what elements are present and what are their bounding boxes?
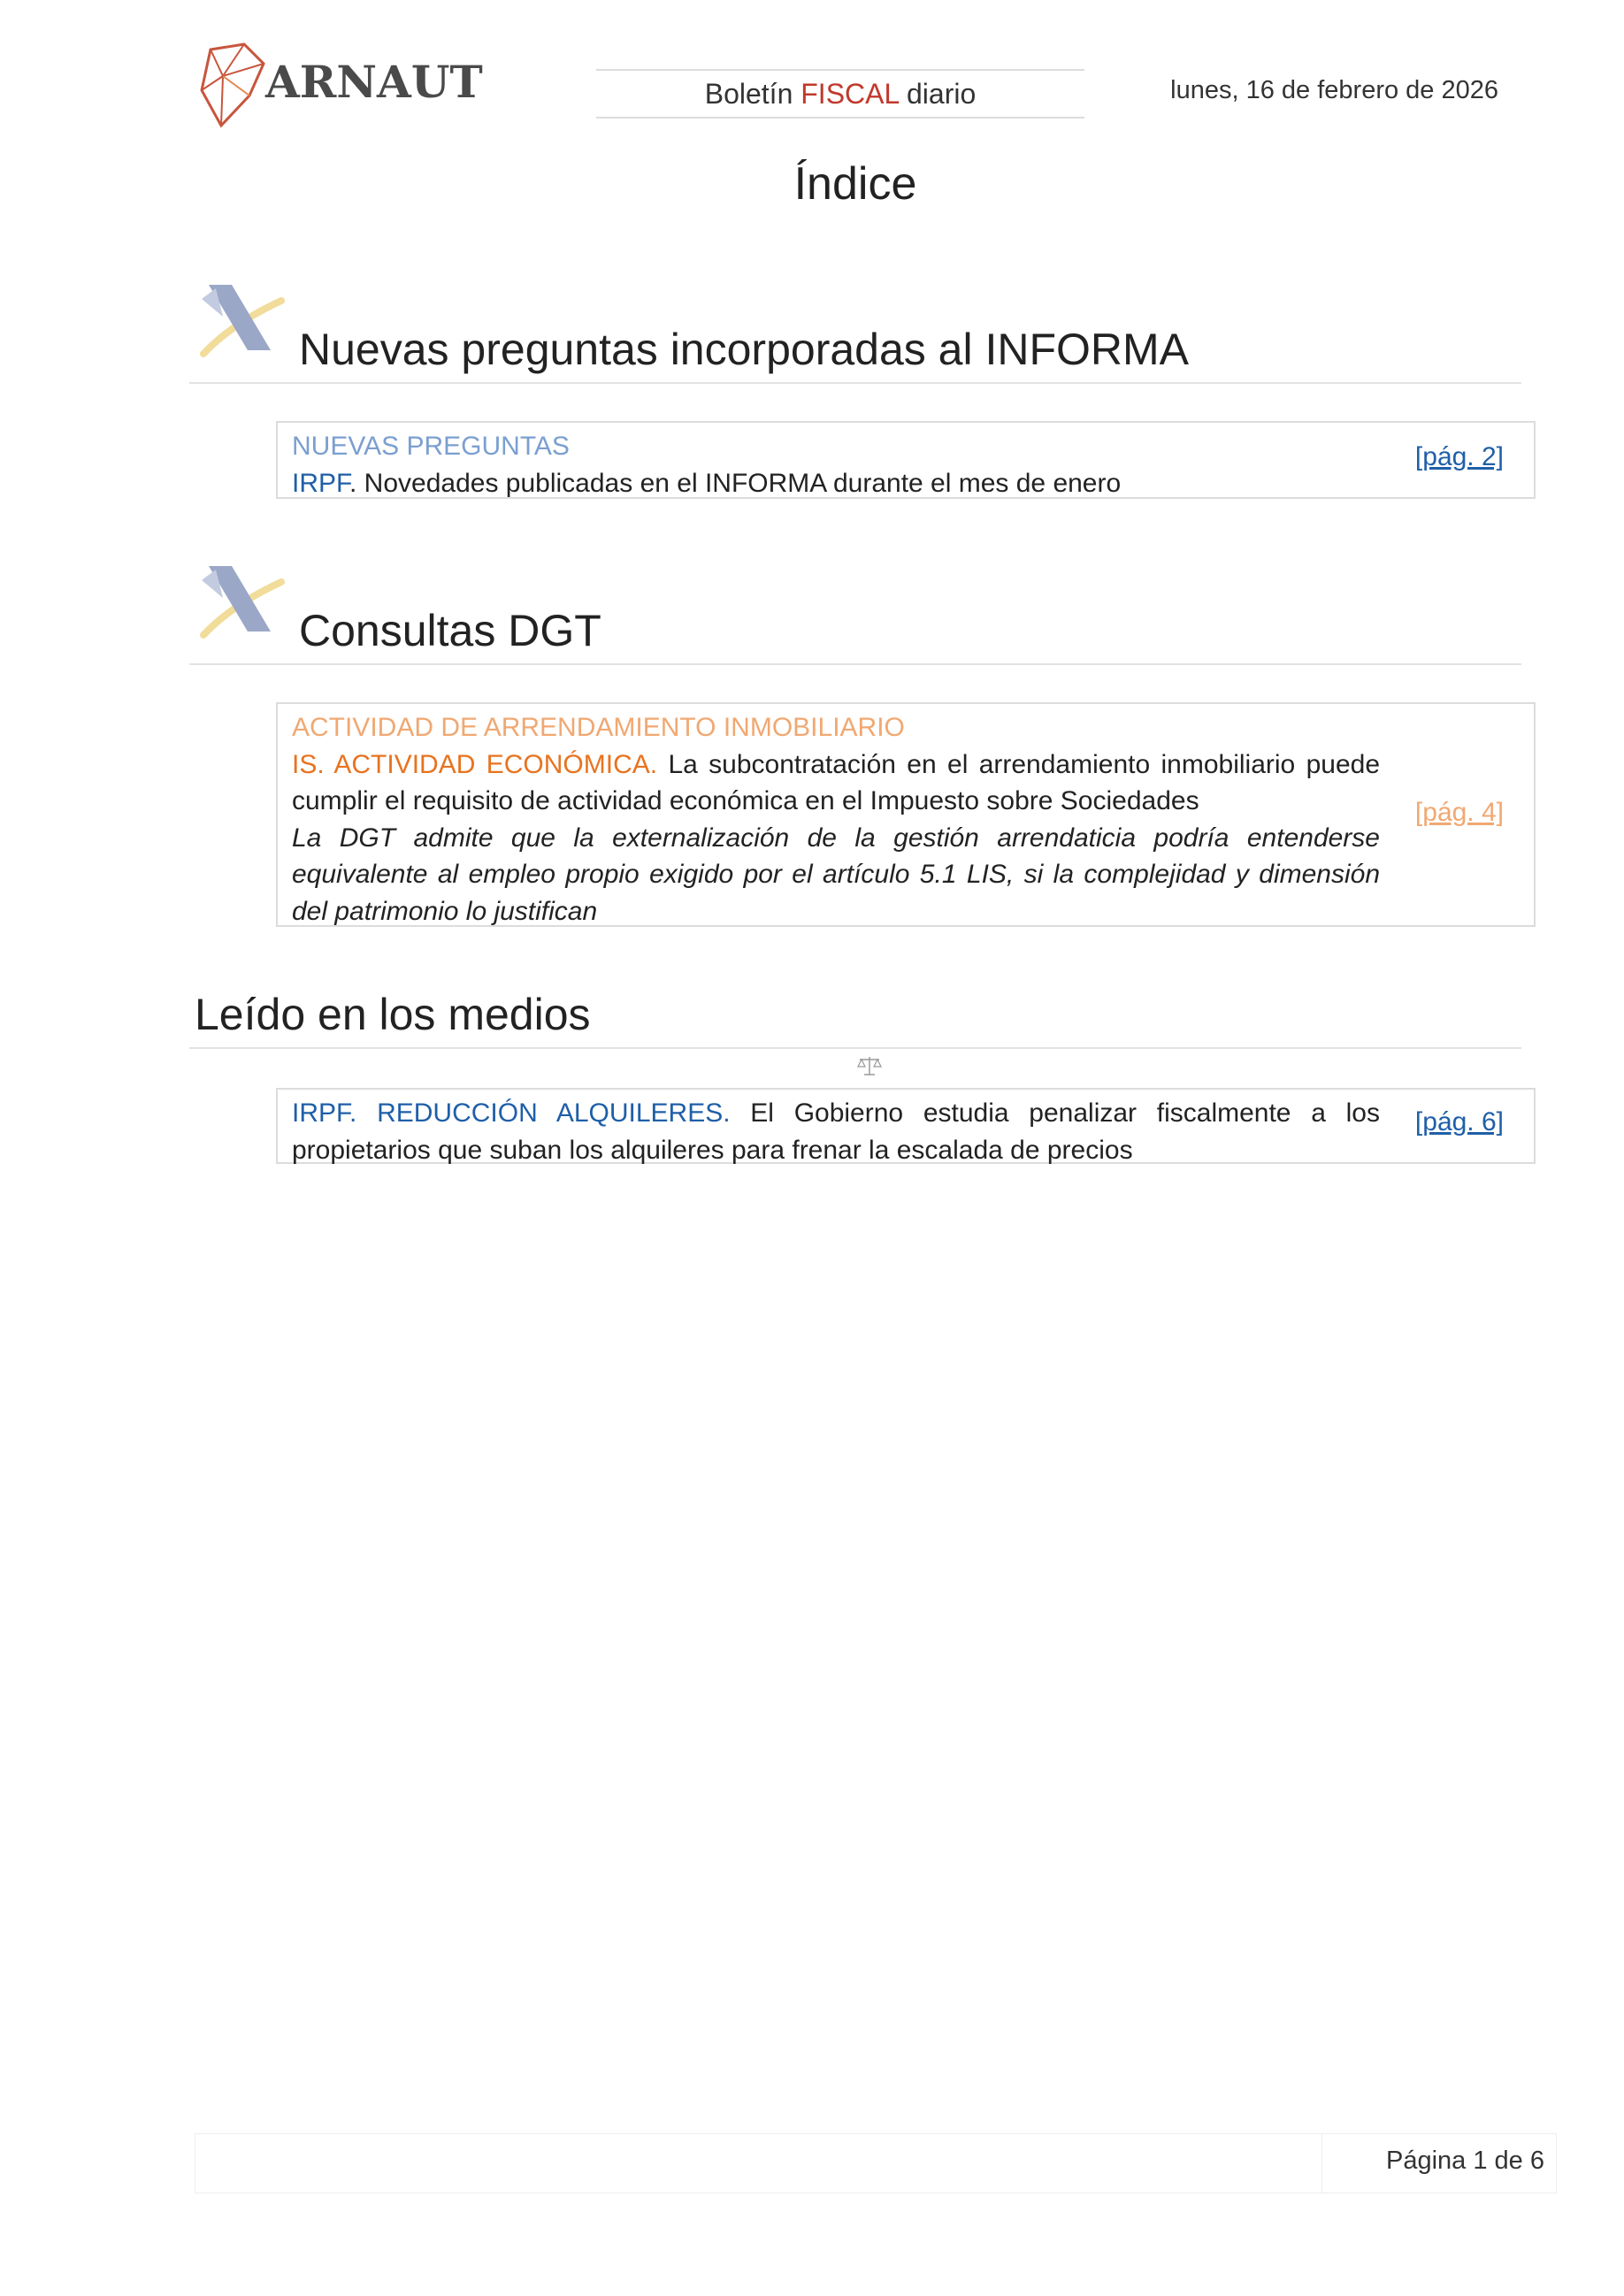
- header-date: lunes, 16 de febrero de 2026: [1170, 76, 1498, 104]
- bulletin-prefix: Boletín: [704, 78, 801, 110]
- entry-tag: IS. ACTIVIDAD ECONÓMICA.: [292, 749, 658, 779]
- section-title-informa: Nuevas preguntas incorporadas al INFORMA: [299, 325, 1190, 374]
- tax-agency-logo-icon: [196, 281, 285, 361]
- entry-tag: IRPF. REDUCCIÓN ALQUILERES.: [292, 1098, 731, 1128]
- page-link[interactable]: [pág. 4]: [1414, 798, 1504, 827]
- entry-headline: . Novedades publicadas en el INFORMA durante el mes de enero: [349, 468, 1122, 498]
- entry-category: NUEVAS PREGUNTAS: [292, 432, 570, 461]
- entry-category: ACTIVIDAD DE ARRENDAMIENTO INMOBILIARIO: [292, 713, 905, 742]
- section-divider: [189, 663, 1521, 665]
- index-entry-dgt[interactable]: [276, 702, 1536, 927]
- section-divider: [189, 1047, 1521, 1049]
- index-entry-medios[interactable]: [276, 1088, 1536, 1164]
- arnaut-logo-icon: [196, 41, 267, 129]
- bulletin-accent: FISCAL: [801, 78, 900, 110]
- entry-summary: La DGT admite que la externalización de la gestión arrendaticia podría entenderse equivalente al empleo propio exigido por el artículo 5.1 LIS, si la complejidad y dimensión del patrimonio lo justifican: [292, 823, 1380, 926]
- entry-headline: El Gobierno estudia penalizar fiscalmente a los propietarios que suban los alquileres para frenar la escalada de precios: [292, 1098, 1380, 1165]
- section-title-dgt: Consultas DGT: [299, 606, 601, 655]
- index-entry-informa[interactable]: [276, 421, 1536, 499]
- logo-text: ARNAUT: [265, 56, 483, 108]
- bulletin-title: [596, 69, 1084, 119]
- entry-headline: La subcontratación en el arrendamiento inmobiliario puede cumplir el requisito de actividad económica en el Impuesto sobre Sociedades: [292, 749, 1380, 815]
- tax-agency-logo-icon: [196, 563, 285, 642]
- bulletin-suffix: diario: [899, 78, 977, 110]
- page-link[interactable]: [pág. 2]: [1414, 442, 1504, 471]
- scale-icon: [856, 1054, 883, 1077]
- section-divider: [189, 382, 1521, 384]
- footer-divider: [1321, 2133, 1322, 2193]
- arnaut-logo: [196, 41, 483, 133]
- section-title-medios: Leído en los medios: [195, 990, 591, 1039]
- page-link[interactable]: [pág. 6]: [1414, 1107, 1504, 1137]
- entry-tag: IRPF: [292, 468, 350, 498]
- index-title: Índice: [793, 158, 917, 210]
- page-number: Página 1 de 6: [1386, 2147, 1544, 2175]
